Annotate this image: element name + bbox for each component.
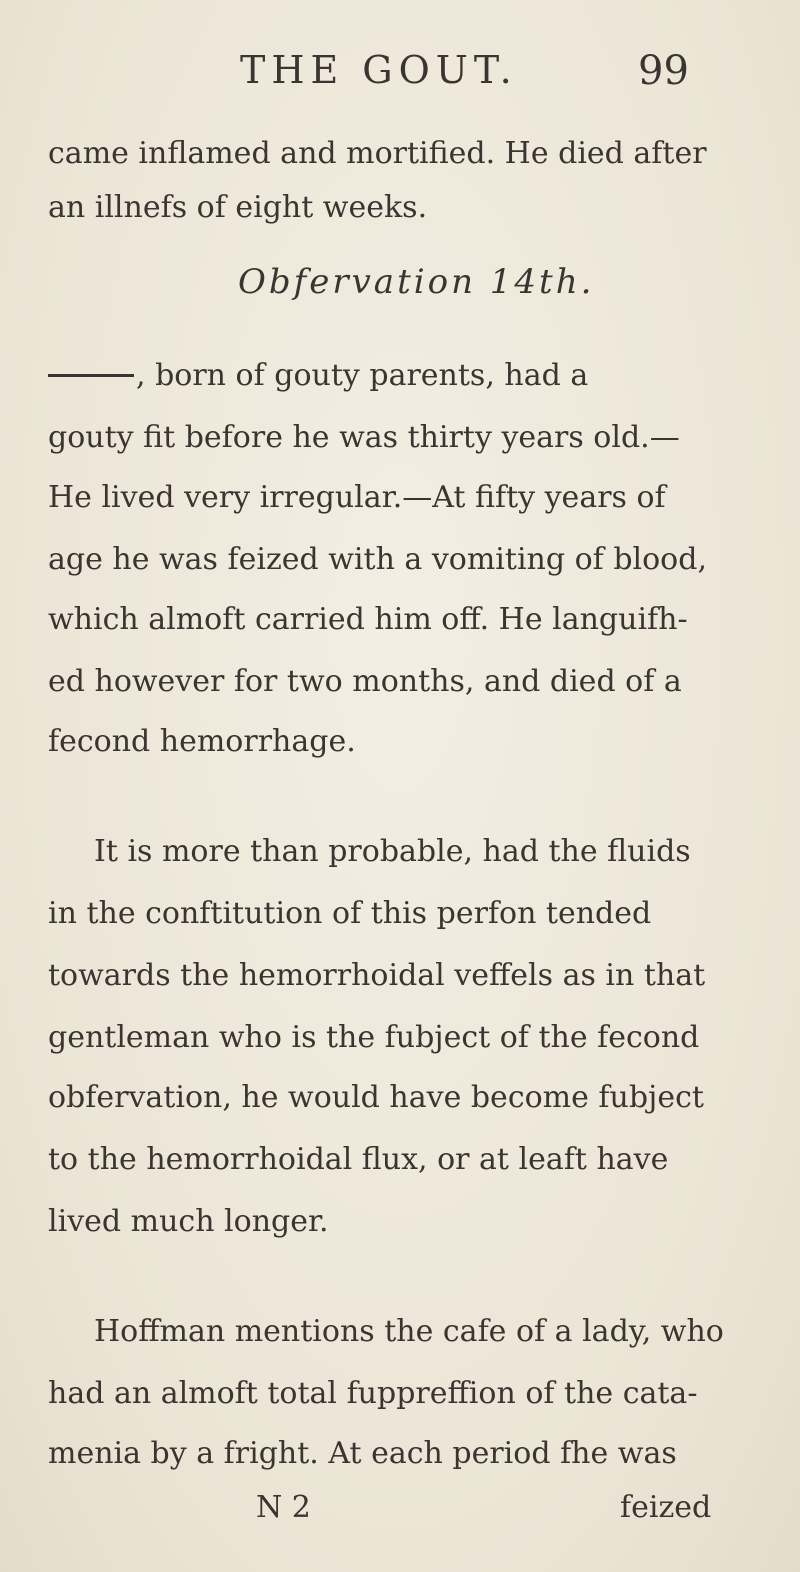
text-line: gouty fit before he was thirty years old.— <box>48 420 680 455</box>
text-line: gentleman who is the fubject of the fecond <box>48 1020 700 1055</box>
text-line-with-dash <box>48 358 758 393</box>
text-line: menia by a fright. At each period fhe was <box>48 1436 677 1471</box>
text-line: fecond hemorrhage. <box>48 724 356 759</box>
running-title: THE GOUT. <box>240 48 518 92</box>
text-line: lived much longer. <box>48 1204 329 1239</box>
text-line: in the conftitution of this perfon tended <box>48 896 652 931</box>
text-line: towards the hemorrhoidal veffels as in that <box>48 958 706 993</box>
page-number: 99 <box>638 48 689 94</box>
text-line: obfervation, he would have become fubject <box>48 1080 704 1115</box>
text-line: which almoft carried him off. He languifh- <box>48 602 688 637</box>
text-line: to the hemorrhoidal flux, or at leaft have <box>48 1142 669 1177</box>
text-line: ed however for two months, and died of a <box>48 664 682 699</box>
text-line: had an almoft total fuppreffion of the cata- <box>48 1376 698 1411</box>
omitted-name-dash <box>48 374 134 377</box>
observation-heading: Obfervation 14th. <box>238 262 595 302</box>
page-header <box>0 40 800 100</box>
text-line: came inflamed and mortified. He died after <box>48 136 707 171</box>
text-line: Hoffman mentions the cafe of a lady, who <box>94 1314 724 1349</box>
page-footer <box>0 1490 800 1534</box>
text-line-content: , born of gouty parents, had a <box>136 358 589 393</box>
text-line: an illnefs of eight weeks. <box>48 190 428 225</box>
text-line: age he was feized with a vomiting of blood, <box>48 542 707 577</box>
text-line: It is more than probable, had the fluids <box>94 834 691 869</box>
text-line: He lived very irregular.—At fifty years of <box>48 480 666 515</box>
signature-mark: N 2 <box>256 1490 311 1525</box>
catchword: feized <box>620 1490 712 1525</box>
